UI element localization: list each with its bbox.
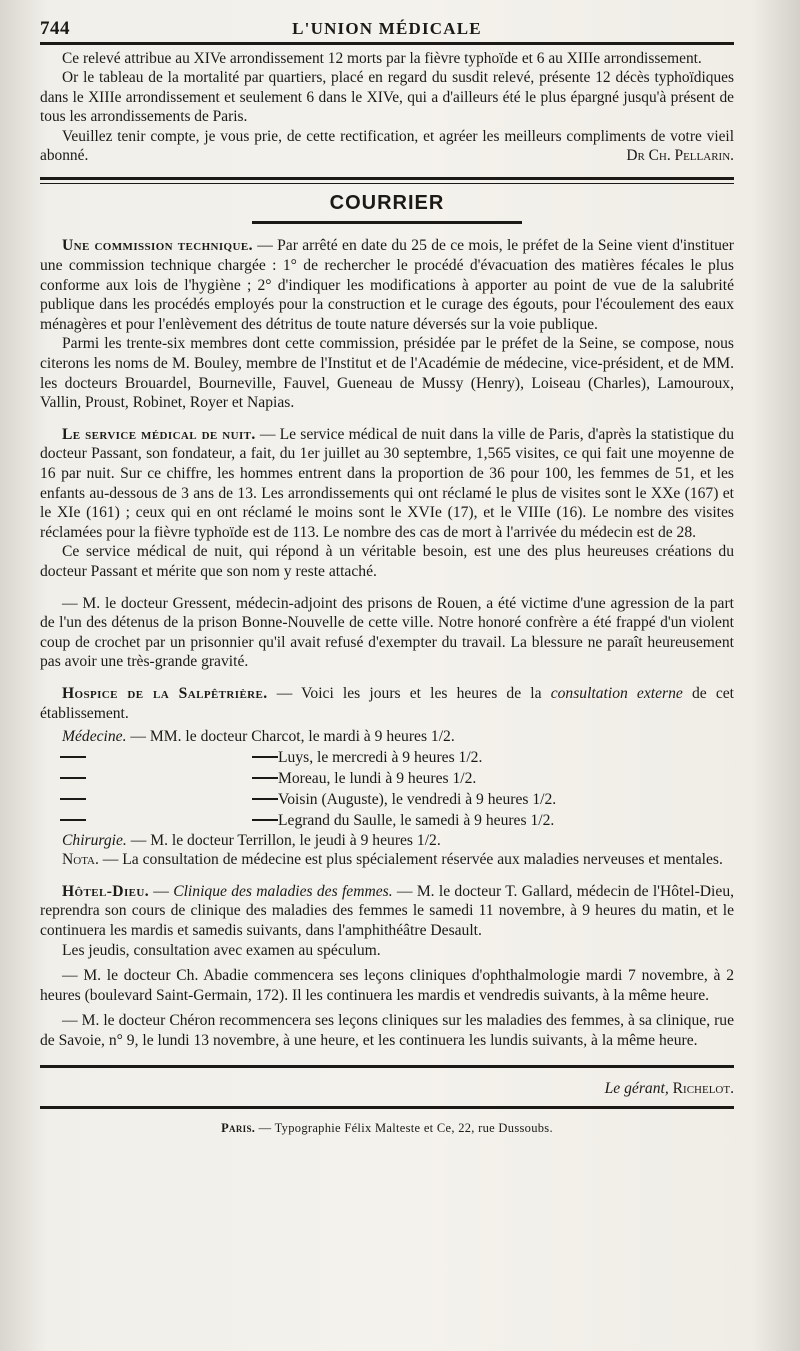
consultation-schedule (40, 727, 734, 831)
article-lead: Hôtel-Dieu. (62, 882, 150, 900)
ditto-dash (252, 819, 278, 821)
article-paragraph: — M. le docteur Gressent, médecin-adjoint des prisons de Rouen, a été victime d'une agression de la part de l'un des détenus de la prison Bonne-Nouvelle de cette ville. Notre honoré confrère a été frappé d'un violent coup de crochet par un prisonnier qu'il avait refusé d'exempter du travail. La blessure ne paraît heureusement pas avoir une très-grande gravité. (40, 594, 734, 671)
article-paragraph (40, 882, 734, 941)
ditto-marks (40, 781, 278, 783)
schedule-row (40, 789, 734, 810)
ditto-dash (60, 756, 86, 758)
separator-rule (40, 183, 734, 184)
page-number: 744 (40, 18, 70, 39)
ditto-marks (40, 760, 278, 762)
schedule-text: — MM. le docteur Charcot, le mardi à 9 heures 1/2. (126, 728, 455, 746)
schedule-label: Médecine. (62, 728, 127, 746)
ditto-dash (60, 798, 86, 800)
article-text: — Voici les jours et les heures de la (267, 684, 551, 702)
article-paragraph (40, 684, 734, 723)
article-text: — M. le docteur T. Gallard, médecin de l'Hôtel-Dieu, reprendra son cours de clinique des maladies des femmes le samedi 11 novembre, à 9 heures du matin, et le continuera les mardis et samedis suivants, dans l'amphithéâtre Desault. (40, 882, 735, 940)
imprint-line (40, 1121, 734, 1136)
schedule-row (40, 810, 734, 831)
letter-closing: Veuillez tenir compte, je vous prie, de cette rectification, et agréer les meilleurs compliments de votre vieil abonné. (40, 127, 734, 165)
article-paragraph (40, 236, 734, 334)
footer-rule (40, 1065, 734, 1068)
ditto-dash (252, 756, 278, 758)
ditto-dash (252, 777, 278, 779)
article-paragraph: — M. le docteur Chéron recommencera ses leçons cliniques sur les maladies des femmes, à sa clinique, rue de Savoie, n° 9, le lundi 13 novembre, à une heure, et les continuera les lundis suivants, à la même heure. (40, 1012, 734, 1050)
article-text: — M. le docteur Terrillon, le jeudi à 9 heures 1/2. (126, 831, 441, 849)
article-service-nuit (40, 425, 734, 582)
article-lead: Hospice de la Salpêtrière. (62, 684, 268, 702)
section-title-rule (252, 221, 522, 224)
article-paragraph (40, 425, 734, 543)
letter-paragraph: Ce relevé attribue au XIVe arrondissement 12 morts par la fièvre typhoïde et 6 au XIIIe arrondissement. (62, 50, 702, 67)
gerant-name: Richelot. (672, 1079, 734, 1097)
page-header (40, 14, 734, 42)
article-text: — La consultation de médecine est plus spécialement réservée aux maladies nerveuses et mentales. (98, 851, 723, 869)
article-lead: Le service médical de nuit. (62, 425, 256, 443)
article-gressent (40, 594, 734, 672)
section-title: COURRIER (329, 192, 445, 215)
article-salpetriere (40, 684, 734, 870)
ditto-dash (252, 798, 278, 800)
gerant-label: Le gérant, (604, 1079, 669, 1097)
schedule-text: Voisin (Auguste), le vendredi à 9 heures 1/2. (278, 790, 557, 808)
schedule-text: Luys, le mercredi à 9 heures 1/2. (278, 748, 483, 766)
imprint-city: Paris. (221, 1120, 256, 1135)
article-lead: Une commission technique. (62, 237, 253, 255)
nota-label: Nota. (62, 851, 99, 869)
gerant-line (40, 1080, 734, 1098)
article-text: — (149, 882, 174, 900)
schedule-label: Chirurgie. (62, 831, 127, 849)
article-paragraph: Les jeudis, consultation avec examen au spéculum. (62, 941, 381, 959)
section-separator (40, 177, 734, 184)
letter-paragraph (40, 127, 734, 166)
article-text: — Le service médical de nuit dans la ville de Paris, d'après la statistique du docteur Passant, son fondateur, a fait, du 1er juillet au 30 septembre, 1,565 visites, ce qui fait une moyenne de 16 par nuit. Sur ce chiffre, les hommes entrent dans la proportion de 36 pour 100, les femmes de 51, et les enfants au-dessous de 3 ans de 13. Les arrondissements qui ont réclamé le plus de visites sont le XXe (167) et le XIe (161) ; ceux qui en ont réclamé le moins sont le XVIe (17), et le VIIIe (16). Le nombre des visites réclamées pour la fièvre typhoïde est de 113. Le nombre des cas de mort à l'arrivée du médecin est de 28. (40, 425, 734, 541)
article-paragraph (40, 850, 734, 870)
article-paragraph: Parmi les trente-six membres dont cette commission, présidée par le préfet de la Seine, se compose, nous citerons les noms de M. Bouley, membre de l'Institut et de l'Académie de médecine, vice-président, et de MM. les docteurs Brouardel, Bourneville, Fauvel, Gueneau de Mussy (Henry), Loiseau (Charles), Lamouroux, Vallin, Proust, Robinet, Royer et Napias. (40, 335, 734, 412)
ditto-dash (60, 819, 86, 821)
article-cheron (40, 1011, 734, 1050)
schedule-text: Moreau, le lundi à 9 heures 1/2. (278, 769, 477, 787)
article-commission (40, 236, 734, 412)
article-paragraph: Ce service médical de nuit, qui répond à un véritable besoin, est une des plus heureuses créations du docteur Passant et mérite que son nom y reste attaché. (40, 543, 734, 580)
schedule-row (40, 747, 734, 768)
article-italic: Clinique des maladies des femmes. (173, 882, 393, 900)
article-text: — Par arrêté en date du 25 de ce mois, le préfet de la Seine vient d'instituer une commission technique chargée : 1° de rechercher le procédé d'évacuation des matières fécales le plus conforme aux lois de l'hygiène ; 2° d'indiquer les modifications à apporter au point de vue de la salubrité publique dans les procédés employés pour la construction et le curage des égouts, pour l'écoulement des eaux ménagères et pour l'enlèvement des détritus de toute nature déversés sur la voie publique. (40, 237, 734, 333)
article-abadie (40, 966, 734, 1005)
letter-signature: Dr Ch. Pellarin. (626, 147, 734, 165)
article-italic: consultation externe (550, 684, 683, 702)
schedule-row (40, 727, 734, 747)
journal-title: L'UNION MÉDICALE (292, 19, 482, 38)
letter-paragraph: Or le tableau de la mortalité par quartiers, placé en regard du susdit relevé, présente 12 décès typhoïdiques dans le XIIIe arrondissement et seulement 6 dans le XIVe, qui a d'ailleurs été le plus épargné jusqu'à présent de tous les arrondissements de Paris. (40, 69, 734, 126)
schedule-row (40, 768, 734, 789)
ditto-marks (40, 802, 278, 804)
article-paragraph: — M. le docteur Ch. Abadie commencera ses leçons cliniques d'ophthalmologie mardi 7 novembre, à 2 heures (boulevard Saint-Germain, 172). Il les continuera les mardis et vendredis suivants, à la même heure. (40, 967, 734, 1004)
header-rule (40, 42, 734, 45)
article-hotel-dieu (40, 882, 734, 960)
article-text: de cet établissement. (40, 684, 735, 722)
section-heading (40, 192, 734, 226)
footer-rule (40, 1106, 734, 1109)
ditto-marks (40, 823, 278, 825)
footer-separator (40, 1065, 734, 1068)
ditto-dash (60, 777, 86, 779)
article-paragraph (40, 831, 734, 851)
schedule-text: Legrand du Saulle, le samedi à 9 heures 1/2. (278, 811, 555, 829)
imprint-text: — Typographie Félix Malteste et Ce, 22, rue Dussoubs. (255, 1120, 553, 1135)
separator-rule (40, 177, 734, 180)
letter-conclusion (40, 49, 734, 165)
